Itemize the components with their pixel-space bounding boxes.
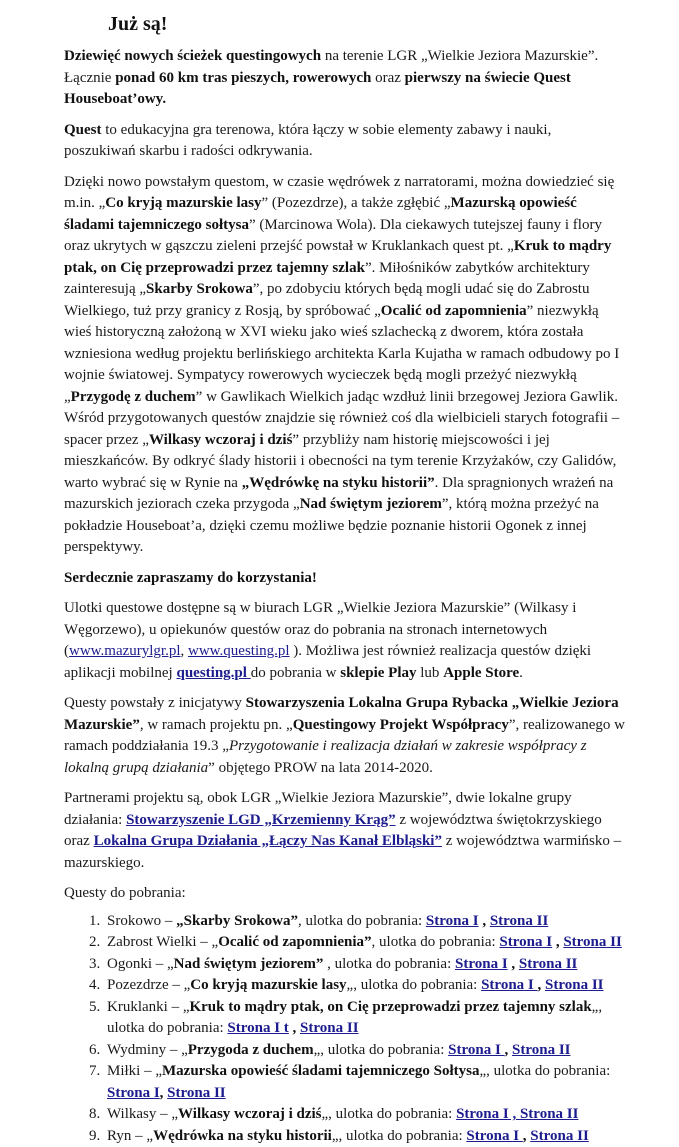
text: ” (Pozezdrze), a także zgłębić „	[262, 195, 451, 211]
list-item	[104, 997, 626, 1040]
bold-text: ponad 60 km tras pieszych, rowerowych	[115, 70, 371, 86]
invite-paragraph	[64, 568, 626, 590]
text: „, ulotka do pobrania:	[332, 1128, 467, 1144]
bold-text: Co kryją mazurskie lasy	[105, 195, 261, 211]
bold-text: Questingowy Projekt Współpracy	[293, 717, 509, 733]
bold-text: Ocalić od zapomnienia	[381, 303, 527, 319]
list-item	[104, 1040, 626, 1062]
quest-name: Przygoda z duchem	[188, 1042, 314, 1058]
page-1-link[interactable]: Strona I	[107, 1085, 160, 1101]
text: ” przybliży nam historię miejscowości i jej mieszkańców. By odkryć ślady historii i obecności na tym terenie Krzyżaków, czy Galidów, warto wybrać się w Rynie na	[64, 432, 616, 491]
page-2-link[interactable]: Strona II	[167, 1085, 226, 1101]
quest-name: „Skarby Srokowa”	[176, 913, 298, 929]
bold-text: Kruk to mądry ptak, on Cię przeprowadzi przez tajemny szlak	[64, 238, 611, 276]
intro-paragraph	[64, 46, 626, 111]
page-2-link[interactable]: Strona II	[512, 1042, 571, 1058]
kanal-elblaski-link[interactable]: Lokalna Grupa Działania „Łączy Nas Kanał Elbląski”	[94, 833, 442, 849]
text: Questy powstały z inicjatywy	[64, 695, 246, 711]
page-1-link[interactable]: Strona I	[481, 977, 537, 993]
questing-website-link[interactable]: www.questing.pl	[188, 643, 290, 659]
krzemienny-krag-link[interactable]: Stowarzyszenie LGD „Krzemienny Krąg”	[126, 812, 396, 828]
text: Dzięki nowo powstałym questom, w czasie wędrówek z narratorami, można dowiedzieć się m.in. „	[64, 174, 614, 212]
quest-download-list	[64, 911, 626, 1147]
mazurylgr-link[interactable]: www.mazurylgr.pl	[69, 643, 181, 659]
separator: ,	[508, 956, 519, 972]
page-1-link[interactable]: Strona I	[455, 956, 508, 972]
list-item	[104, 911, 626, 933]
text: Ulotki questowe dostępne są w biurach LGR „Wielkie Jeziora Mazurskie” (Wilkasy i Węgorzewo), u opiekunów questów oraz do pobrania na stronach internetowych (	[64, 600, 576, 659]
place: Miłki – „	[107, 1063, 162, 1079]
description-paragraph	[64, 172, 626, 559]
text: lub	[417, 665, 444, 681]
bold-text: Dziewięć nowych ścieżek questingowych	[64, 48, 321, 64]
page-2-link[interactable]: Strona II	[300, 1020, 359, 1036]
text: „, ulotka do pobrania:	[479, 1063, 610, 1079]
bold-text: „Wędrówkę na styku historii”	[242, 475, 435, 491]
bold-text: pierwszy na świecie Quest Houseboat’owy.	[64, 70, 571, 108]
document-body	[64, 46, 626, 1147]
quest-name: Nad świętym jeziorem”	[174, 956, 324, 972]
origin-paragraph	[64, 693, 626, 779]
text: do pobrania w	[251, 665, 341, 681]
quest-name: Co kryją mazurskie lasy	[190, 977, 346, 993]
list-item	[104, 932, 626, 954]
text: ”, po zdobyciu których będą mogli udać się do Zabrostu Wielkiego, tuż przy granicy z Rosją, by spróbować „	[64, 281, 589, 319]
place: Wydminy – „	[107, 1042, 188, 1058]
separator: ,	[479, 913, 490, 929]
text: „, ulotka do pobrania:	[107, 999, 602, 1037]
list-item	[104, 1104, 626, 1126]
bold-text: Wilkasy wczoraj i dziś	[149, 432, 292, 448]
separator: ,	[505, 1042, 513, 1058]
page-1-link[interactable]: Strona I ,	[456, 1106, 520, 1122]
separator: ,	[538, 977, 546, 993]
bold-text: Apple Store	[443, 665, 519, 681]
text: „, ulotka do pobrania:	[314, 1042, 449, 1058]
quest-name: Kruk to mądry ptak, on Cię przeprowadzi przez tajemny szlak	[189, 999, 591, 1015]
page-2-link[interactable]: Strona II	[490, 913, 549, 929]
place: Pozezdrze – „	[107, 977, 190, 993]
text: , ulotka do pobrania:	[372, 934, 500, 950]
text: to edukacyjna gra terenowa, która łączy w sobie elementy zabawy i nauki, poszukiwań skarbu i radości odkrywania.	[64, 122, 551, 160]
text: ” (Marcinowa Wola). Dla ciekawych tutejszej fauny i flory oraz ukrytych w gąszczu zieleni przejść powstał w Kruklankach quest pt. „	[64, 217, 602, 255]
text: , ulotka do pobrania:	[323, 956, 455, 972]
page-2-link[interactable]: Strona II	[545, 977, 604, 993]
text: Partnerami projektu są, obok LGR „Wielkie Jeziora Mazurskie”, dwie lokalne grupy działania:	[64, 790, 572, 828]
text: na terenie LGR „Wielkie Jeziora Mazurskie”. Łącznie	[64, 48, 598, 86]
place: Srokowo –	[107, 913, 176, 929]
quest-definition-paragraph	[64, 120, 626, 163]
place: Ryn – „	[107, 1128, 153, 1144]
list-item	[104, 954, 626, 976]
text: ). Możliwa jest również realizacja questów dzięki aplikacji mobilnej	[64, 643, 591, 681]
place: Kruklanki – „	[107, 999, 189, 1015]
bold-text: Skarby Srokowa	[146, 281, 253, 297]
quest-name: Ocalić od zapomnienia”	[218, 934, 371, 950]
text: z województwa warmińsko – mazurskiego.	[64, 833, 621, 871]
bold-text: Stowarzyszenia Lokalna Grupa Rybacka „Wielkie Jeziora Mazurskie”	[64, 695, 619, 733]
quest-name: Wędrówka na styku historii	[153, 1128, 332, 1144]
page-2-link[interactable]: Strona II	[563, 934, 622, 950]
page-2-link[interactable]: Strona II	[520, 1106, 579, 1122]
bold-text: Przygodę z duchem	[71, 389, 196, 405]
page-1-link[interactable]: Strona I	[448, 1042, 504, 1058]
text: ,	[181, 643, 189, 659]
quest-name: Mazurska opowieść śladami tajemniczego Sołtysa	[162, 1063, 479, 1079]
text: ”, realizowanego w ramach poddziałania 19.3 „	[64, 717, 625, 755]
page-2-link[interactable]: Strona II	[519, 956, 578, 972]
text: . Dla spragnionych wrażeń na mazurskich jeziorach czeka przygoda „	[64, 475, 613, 513]
place: Ogonki – „	[107, 956, 174, 972]
text: z województwa świętokrzyskiego oraz	[64, 812, 602, 850]
page-1-link[interactable]: Strona I	[426, 913, 479, 929]
bold-text: Mazurską opowieść śladami tajemniczego sołtysa	[64, 195, 577, 233]
italic-text: Przygotowanie i realizacja działań w zakresie współpracy z lokalną grupą działania	[64, 738, 587, 776]
separator: ,	[552, 934, 563, 950]
text: ”, którą można przeżyć na pokładzie Houseboat’a, dzięki czemu możliwe będzie poznanie historii Ogonek z innej perspektywy.	[64, 496, 599, 555]
list-item	[104, 975, 626, 997]
bold-text: sklepie Play	[340, 665, 416, 681]
page-1-link[interactable]: Strona I	[499, 934, 552, 950]
separator: ,	[289, 1020, 300, 1036]
separator: ,	[523, 1128, 531, 1144]
page-2-link[interactable]: Strona II	[530, 1128, 589, 1144]
partners-paragraph	[64, 788, 626, 874]
list-item	[104, 1061, 626, 1104]
questing-app-link[interactable]: questing.pl	[176, 665, 250, 681]
downloads-heading: Questy do pobrania:	[64, 883, 626, 905]
quest-name: Wilkasy wczoraj i dziś	[178, 1106, 321, 1122]
text: oraz	[371, 70, 404, 86]
text: „, ulotka do pobrania:	[347, 977, 482, 993]
bold-text: Serdecznie zapraszamy do korzystania!	[64, 570, 317, 586]
text: ” objętego PROW na lata 2014-2020.	[208, 760, 433, 776]
place: Wilkasy – „	[107, 1106, 178, 1122]
text: ” w Gawlikach Wielkich jadąc wzdłuż linii brzegowej Jeziora Gawlik. Wśród przygotowanych questów znajdzie się również coś dla wielbicieli starych fotografii – spacer przez „	[64, 389, 619, 448]
text: , ulotka do pobrania:	[298, 913, 426, 929]
list-item	[104, 1126, 626, 1147]
text: ”. Miłośników zabytków architektury zainteresują „	[64, 260, 590, 298]
page-1-link[interactable]: Strona I	[466, 1128, 522, 1144]
availability-paragraph	[64, 598, 626, 684]
text: .	[519, 665, 523, 681]
page-1-link[interactable]: Strona I t	[227, 1020, 288, 1036]
text: „, ulotka do pobrania:	[322, 1106, 457, 1122]
text: ” niezwykłą wieś historyczną założoną w XVI wieku jako wieś szlachecką z dworem, która została wzniesiona według projektu berlińskiego architekta Karla Kujatha w ramach odbudowy po I wojnie światowej. Sympatycy rowerowych wycieczek będą mogli przeżyć niezwykłą „	[64, 303, 619, 405]
separator: ,	[160, 1085, 168, 1101]
page-title: Już są!	[108, 14, 167, 36]
bold-text: Nad świętym jeziorem	[300, 496, 442, 512]
bold-text: Quest	[64, 122, 102, 138]
text: , w ramach projektu pn. „	[140, 717, 293, 733]
place: Zabrost Wielki – „	[107, 934, 218, 950]
